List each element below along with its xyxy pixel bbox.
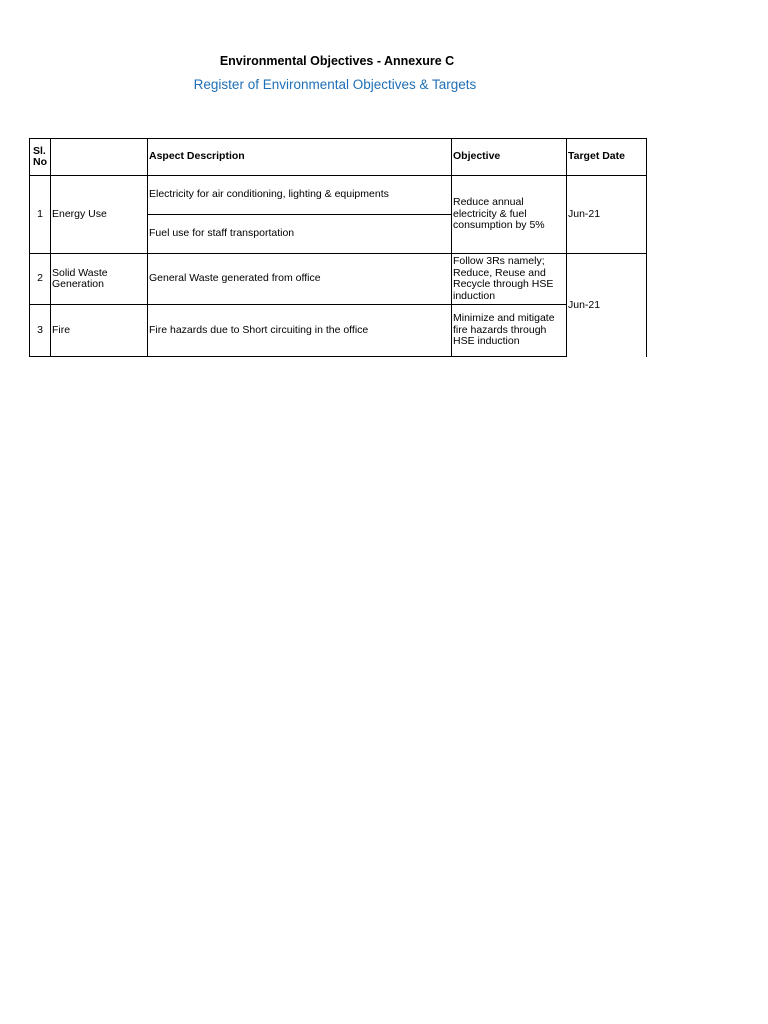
row-objective: Minimize and mitigate fire hazards through HSE induction (452, 305, 567, 357)
row-sl-no: 1 (30, 176, 51, 254)
header-objective: Objective (452, 139, 567, 176)
row-objective: Follow 3Rs namely; Reduce, Reuse and Recycle through HSE induction (452, 254, 567, 305)
row-target-date: Jun-21 (567, 176, 647, 254)
header-sl-no: Sl. No (30, 139, 51, 176)
header-aspect (51, 139, 148, 176)
row-aspect-description: Fire hazards due to Short circuiting in the office (148, 305, 452, 357)
table-row (30, 254, 647, 305)
shared-target-date: Jun-21 (567, 254, 647, 357)
table-row (30, 176, 647, 215)
document-title: Environmental Objectives - Annexure C (219, 54, 455, 68)
header-target-date: Target Date (567, 139, 647, 176)
row-aspect-description: Electricity for air conditioning, lighting & equipments (148, 176, 452, 215)
row-sl-no: 2 (30, 254, 51, 305)
row-objective: Reduce annual electricity & fuel consumption by 5% (452, 176, 567, 254)
row-sl-no: 3 (30, 305, 51, 357)
row-aspect-description: Fuel use for staff transportation (148, 215, 452, 254)
row-aspect: Solid Waste Generation (51, 254, 148, 305)
row-aspect: Energy Use (51, 176, 148, 254)
table-row (30, 305, 647, 357)
row-aspect-description: General Waste generated from office (148, 254, 452, 305)
table-header-row (30, 139, 647, 176)
header-aspect-description: Aspect Description (148, 139, 452, 176)
row-aspect: Fire (51, 305, 148, 357)
objectives-register-table (29, 138, 647, 357)
document-subtitle: Register of Environmental Objectives & Targets (193, 77, 477, 92)
